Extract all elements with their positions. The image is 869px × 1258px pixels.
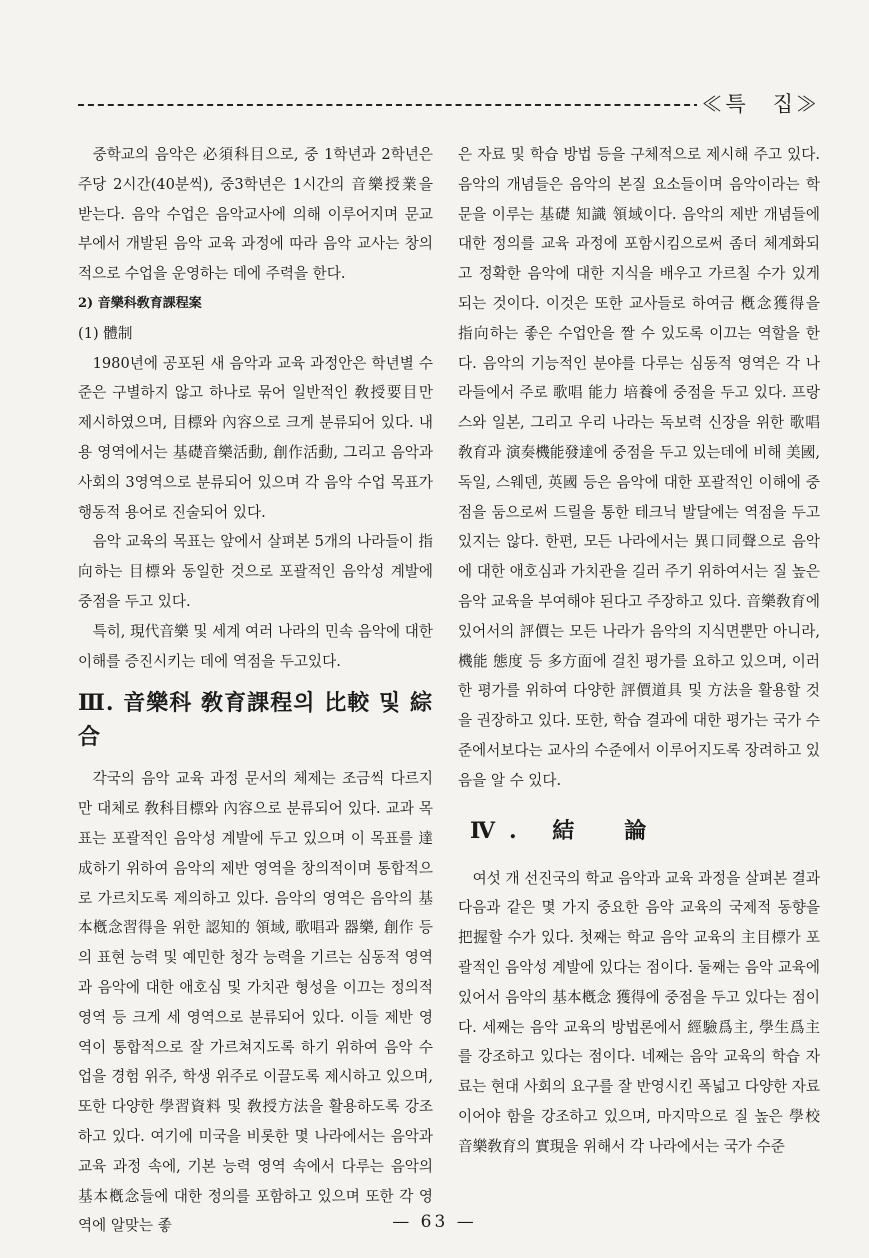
paragraph: 음악 교육의 목표는 앞에서 살펴본 5개의 나라들이 指向하는 目標와 동일한 것으로 포괄적인 음악성 계발에 중점을 두고 있다. xyxy=(78,533,433,610)
right-column xyxy=(458,140,820,1162)
paragraph: 여섯 개 선진국의 학교 음악과 교육 과정을 살펴본 결과 다음과 같은 몇 가지 중요한 음악 교육의 국제적 동향을 把握할 수가 있다. 첫째는 학교 음악 교육의 主目標가 포괄적인 음악성 계발에 있다는 점이다. 둘째는 음악 교육에 있어서 음악의 基本槪念 獲得에 중점을 두고 있다는 점이다. 세째는 음악 교육의 방법론에서 經驗爲主, 學生爲主를 강조하고 있다는 점이다. 네째는 음악 교육의 학습 자료는 현대 사회의 요구를 잘 반영시킨 폭넓고 다양한 자료이어야 함을 강조하고 있으며, 마지막으로 질 높은 學校音樂敎育의 實現을 위해서 각 나라에서는 국가 수준 xyxy=(458,869,820,1155)
left-column xyxy=(78,140,433,1241)
header-section-title: ≪특 집≫ xyxy=(697,88,820,118)
running-header xyxy=(78,88,820,118)
paragraph: 중학교의 음악은 必須科目으로, 중 1학년과 2학년은 주당 2시간(40분씩), 중3학년은 1시간의 音樂授業을 받는다. 음악 수업은 음악교사에 의해 이루어지며 문교부에서 개발된 음악 교육 과정에 따라 음악 교사는 창의적으로 수업을 운영하는 데에 주력을 한다. xyxy=(78,146,433,283)
subsubsection-heading: (1) 體制 xyxy=(78,324,133,342)
section-heading-4: Ⅳ. 結 論 xyxy=(470,817,661,844)
subsection-heading: 2) 音樂科敎育課程案 xyxy=(78,295,202,311)
paragraph: 특히, 現代音樂 및 세계 여러 나라의 민속 음악에 대한 이해를 증진시키는 데에 역점을 두고있다. xyxy=(78,622,433,670)
paragraph: 1980년에 공포된 새 음악과 교육 과정안은 학년별 수준은 구별하지 않고 하나로 묶어 일반적인 敎授要目만 제시하였으며, 目標와 內容으로 크게 분류되어 있다. 내용 영역에서는 基礎音樂活動, 創作活動, 그리고 음악과 사회의 3영역으로 분류되어 있으며 각 음악 수업 목표가 행동적 용어로 진술되어 있다. xyxy=(78,354,433,521)
page-number: — 63 — xyxy=(392,1212,477,1232)
header-dashed-rule xyxy=(78,104,700,106)
paragraph: 각국의 음악 교육 과정 문서의 체제는 조금씩 다르지만 대체로 敎科目標와 內容으로 분류되어 있다. 교과 목표는 포괄적인 음악성 계발에 두고 있으며 이 목표를 達成하기 위하여 음악의 제반 영역을 창의적이며 통합적으로 가르치도록 제의하고 있다. 음악의 영역은 음악의 基本槪念習得을 위한 認知的 領域, 歌唱과 器樂, 創作 등의 표현 능력 및 예민한 청각 능력을 기르는 심동적 영역과 음악에 대한 애호심 및 가치관 형성을 이끄는 정의적 영역 등 크게 세 영역으로 분류되어 있다. 이들 제반 영역이 통합적으로 잘 가르쳐지도록 하기 위하여 음악 수업을 경험 위주, 학생 위주로 이끌도록 제시하고 있으며, 또한 다양한 學習資料 및 敎授方法을 활용하도록 강조하고 있다. 여기에 미국을 비롯한 몇 나라에서는 음악과 교육 과정 속에, 기본 능력 영역 속에서 다루는 음악의 基本槪念들에 대한 정의를 포함하고 있으며 또한 각 영역에 알맞는 좋 xyxy=(78,770,433,1235)
section-heading-3: Ⅲ. 音樂科 敎育課程의 比較 및 綜合 xyxy=(78,690,433,751)
paragraph: 은 자료 및 학습 방법 등을 구체적으로 제시해 주고 있다. 음악의 개념들은 음악의 본질 요소들이며 음악이라는 학문을 이루는 基礎 知識 領域이다. 음악의 제반 개념들에 대한 정의를 교육 과정에 포함시킴으로써 좀더 체계화되고 정확한 음악에 대한 지식을 배우고 가르칠 수가 있게 되는 것이다. 이것은 또한 교사들로 하여금 槪念獲得을 指向하는 좋은 수업안을 짤 수 있도록 이끄는 역할을 한다. 음악의 기능적인 분야를 다루는 심동적 영역은 각 나라들에서 주로 歌唱 能力 培養에 중점을 두고 있다. 프랑스와 일본, 그리고 우리 나라는 독보력 신장을 위한 歌唱敎育과 演奏機能發達에 중점을 두고 있는데에 비해 美國, 독일, 스웨덴, 英國 등은 음악에 대한 포괄적인 이해에 중점을 둠으로써 드릴을 통한 테크닉 발달에는 역점을 두고있지는 않다. 한편, 모든 나라에서는 異口同聲으로 음악에 대한 애호심과 가치관을 길러 주기 위하여서는 질 높은 음악 교육을 부여해야 된다고 주장하고 있다. 音樂敎育에 있어서의 評價는 모든 나라가 음악의 지식면뿐만 아니라, 機能 態度 등 多方面에 걸친 평가를 요하고 있으며, 이러한 평가를 위하여 다양한 評價道具 및 方法을 활용할 것을 권장하고 있다. 또한, 학습 결과에 대한 평가는 국가 수준에서보다는 교사의 수준에서 이루어지도록 장려하고 있음을 알 수 있다. xyxy=(458,146,820,789)
